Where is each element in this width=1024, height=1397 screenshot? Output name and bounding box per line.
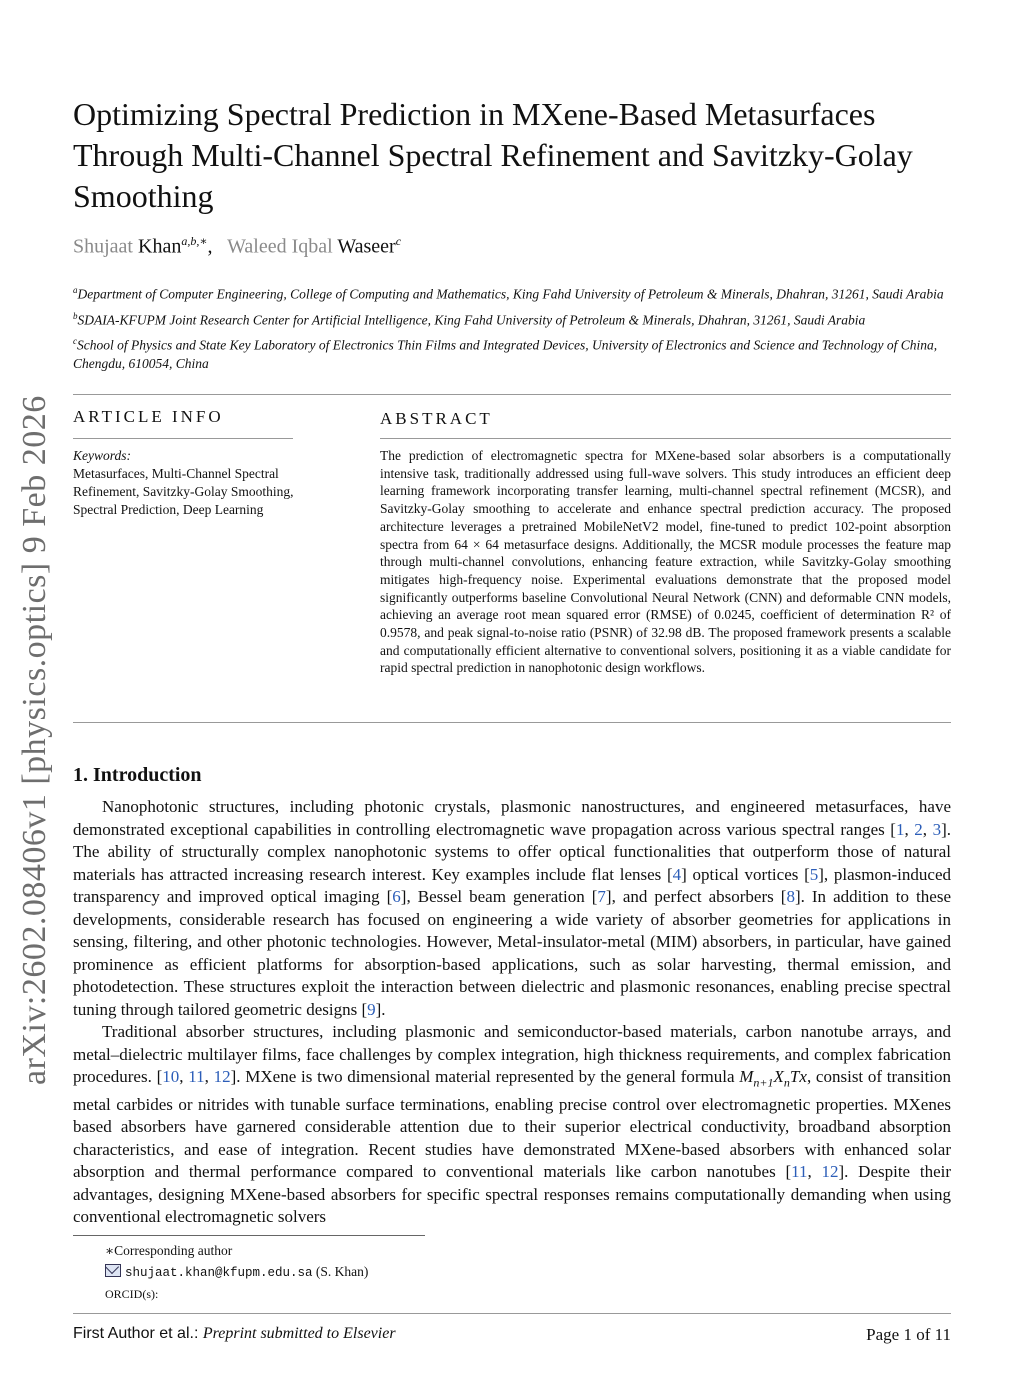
affiliation-a-text: Department of Computer Engineering, College of Computing and Mathematics, King Fahd University of Petroleum & Minerals, Dhahran, 31261, Saudi Arabia — [77, 286, 944, 302]
orcid-line: ORCID(s): — [105, 1287, 159, 1301]
keywords-text: Metasurfaces, Multi-Channel Spectral Refinement, Savitzky-Golay Smoothing, Spectral Prediction, Deep Learning — [73, 466, 294, 517]
citation-link[interactable]: 1 — [895, 819, 905, 839]
affiliation-c — [73, 332, 953, 373]
introduction-heading: 1. Introduction — [73, 764, 202, 786]
introduction-paragraph-1: Nanophotonic structures, including photonic crystals, plasmonic nanostructures, and engineered metasurfaces, have demonstrated exceptional capabilities in controlling electromagnetic wave propagation across various spectral ranges [1, 2, 3]. The ability of structurally complex nanophotonic systems to offer optical functionalities that outperform those of natural materials has attracted increasing research interest. Key examples include flat lenses [4] optical vortices [5], plasmon-induced transparency and improved optical imaging [6], Bessel beam generation [7], and perfect absorbers [8]. In addition to these developments, considerable research has focused on engineering a wide variety of absorber geometries for applications in sensing, filtering, and other photonic technologies. However, Metal-insulator-metal (MIM) absorbers, in particular, have gained prominence as efficient platforms for absorption-based applications, such as solar harvesting, thermal emission, and photodetection. These structures exploit the interaction between dielectric and plasmonic resonances, enabling precise spectral tuning through tailored geometric designs [9]. — [73, 797, 951, 1019]
affiliation-c-text: School of Physics and State Key Laboratory of Electronics Thin Films and Integrated Devices, University of Electronics and Science and Technology of China, Chengdu, 610054, China — [73, 337, 938, 371]
author-list: Shujaat Khan$^{a,b,∗}$, Waleed Iqbal Waseer$^c$ — [73, 234, 402, 258]
citation-link[interactable]: 3 — [932, 819, 942, 839]
citation-link[interactable]: 6 — [392, 887, 401, 906]
mxene-formula: $M_{n+1}X_nTx$ — [739, 1067, 807, 1090]
email-link[interactable]: shujaat.khan@kfupm.edu.sa — [125, 1266, 313, 1280]
citation-link[interactable]: 2 — [914, 819, 923, 839]
citation-link[interactable]: 11 — [188, 1067, 205, 1086]
title-line-1: Optimizing Spectral Prediction in MXene-Based Metasurfaces — [73, 96, 876, 132]
citation-link[interactable]: 8 — [786, 887, 795, 906]
affiliation-c-mark: c — [73, 336, 77, 346]
keywords-label: Keywords: — [73, 448, 131, 463]
citation-link[interactable]: 12 — [821, 1162, 839, 1182]
arxiv-sidebar-stamp: arXiv:2602.08406v1 [physics.optics] 9 Feb 2026 — [16, 395, 53, 1085]
citation-link[interactable]: 7 — [597, 887, 606, 906]
footer-divider — [73, 1313, 951, 1314]
title-line-2: Through Multi-Channel Spectral Refinement and Savitzky-Golay — [73, 137, 913, 173]
author-1-marks: a,b,∗ — [181, 234, 208, 248]
email-owner: (S. Khan) — [315, 1264, 369, 1279]
abstract-text: The prediction of electromagnetic spectra for MXene-based solar absorbers is a computationally intensive task, traditionally addressed using full-wave solvers. This study introduces an efficient deep learning framework incorporating transfer learning, multi-channel spectral refinement (MCSR), and Savitzky-Golay smoothing to accelerate and enhance spectral prediction accuracy. The proposed architecture leverages a pretrained MobileNetV2 model, fine-tuned to predict 102-point absorption spectra from 64 × 64 metasurface designs. Additionally, the MCSR module processes the feature map through multi-channel convolutions, enhancing feature extraction, while Savitzky-Golay smoothing mitigates high-frequency noise. Experimental evaluations demonstrate that the proposed model significantly outperforms baseline Convolutional Neural Network (CNN) and deformable CNN models, achieving an average root mean squared error (RMSE) of 0.0245, coefficient of determination R² of 0.9578, and peak signal-to-noise ratio (PSNR) of 32.98 dB. The proposed framework presents a scalable and computationally efficient alternative to conventional solvers, positioning it as a viable candidate for rapid spectral prediction in nanophotonic design workflows. — [380, 448, 951, 676]
introduction-body — [73, 796, 951, 1229]
citation-link[interactable]: 9 — [367, 999, 376, 1019]
affiliation-b-text: SDAIA-KFUPM Joint Research Center for Artificial Intelligence, King Fahd University of Petroleum & Minerals, Dhahran, 31261, Saudi Arabia — [77, 312, 866, 327]
abstract-divider — [73, 722, 951, 723]
header-divider — [73, 394, 951, 395]
footnotes — [105, 1240, 368, 1305]
citation-link[interactable]: 4 — [672, 864, 682, 884]
author-1-given[interactable]: Shujaat — [73, 235, 133, 258]
abstract-rule — [380, 438, 951, 439]
article-info-heading: ARTICLE INFO — [73, 407, 224, 426]
footer-authors: First Author et al.: — [73, 1325, 203, 1342]
author-2-family: Waseer — [337, 235, 396, 258]
affiliation-b — [73, 307, 953, 330]
citation-link[interactable]: 11 — [791, 1162, 808, 1182]
abstract-heading: ABSTRACT — [380, 409, 493, 428]
introduction-paragraph-2: Traditional absorber structures, including plasmonic and semiconductor-based materials, carbon nanotube arrays, and metal–dielectric multilayer films, face challenges by complex integration, high thickness requirements, and complex fabrication procedures. [10, 11, 12]. MXene is two dimensional material represented by the general formula $M_{n+1}X_nTx$, consist of transition metal carbides or nitrides with tunable surface terminations, enabling precise control over electromagnetic properties. MXenes based absorbers have garnered considerable attention due to their superior electrical conductivity, broadband absorption characteristics, and ease of integration. Recent studies have demonstrated MXene-based absorbers with enhanced solar absorption and thermal performance compared to conventional materials like carbon nanotubes [11, 12]. Despite their advantages, designing MXene-based absorbers for specific spectral responses remains computationally demanding when using conventional electromagnetic solvers — [73, 1022, 952, 1227]
citation-link[interactable]: 10 — [162, 1067, 180, 1086]
corresponding-author-note: ∗Corresponding author — [105, 1243, 233, 1258]
title-line-3: Smoothing — [73, 178, 214, 214]
author-1-family: Khan — [138, 235, 182, 258]
citation-link[interactable]: 12 — [213, 1067, 231, 1086]
paper-title — [73, 94, 953, 217]
author-2-marks: c — [395, 234, 402, 248]
citation-link[interactable]: 5 — [809, 864, 819, 884]
author-2-given[interactable]: Waleed Iqbal — [227, 235, 333, 258]
affiliation-b-mark: b — [73, 310, 78, 321]
footer-journal: Preprint submitted to Elsevier — [202, 1325, 396, 1342]
email-line — [105, 1261, 368, 1284]
keywords-block — [73, 447, 319, 519]
footer-left — [73, 1325, 396, 1343]
article-info-rule — [73, 438, 293, 439]
affiliations — [73, 281, 953, 376]
page-number: Page 1 of 11 — [866, 1325, 951, 1344]
envelope-icon — [105, 1264, 121, 1277]
footnote-divider — [73, 1235, 425, 1236]
affiliation-a-mark: a — [73, 285, 78, 295]
affiliation-a — [73, 281, 953, 304]
